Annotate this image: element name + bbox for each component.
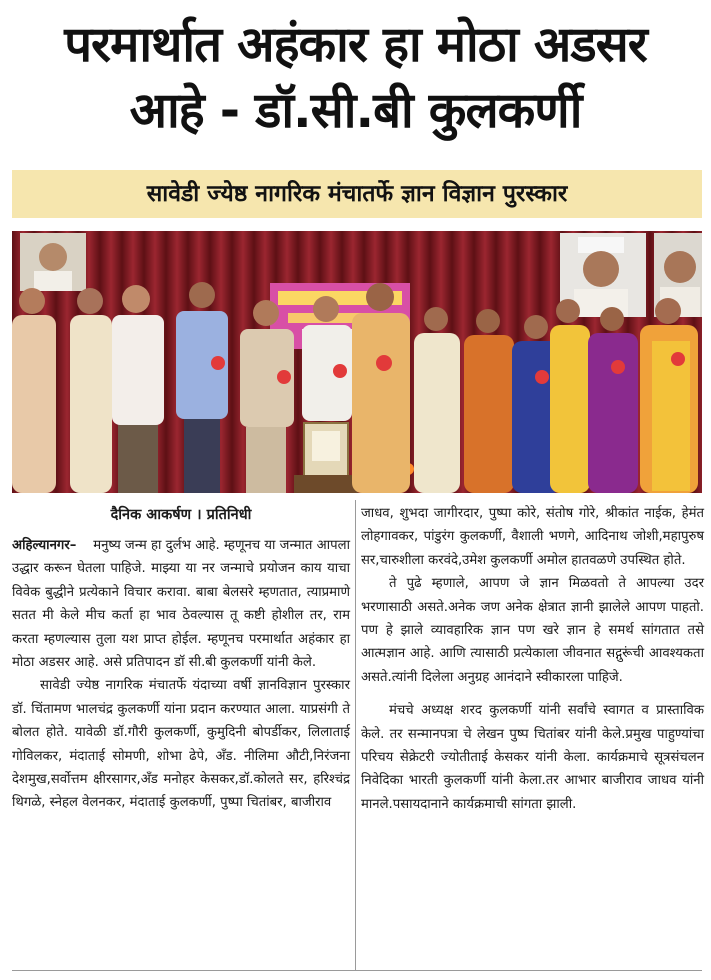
paragraph-3: जाधव, शुभदा जागीरदार, पुष्पा कोरे, संतोष गोरे, श्रीकांत नाईक, हेमंत लोहगावकर, पांडुरंग कुलकर्णी, वैशाली भणगे, आदिनाथ जोशी,महापुरुष सर,चारुशीला करवंदे,उमेश कुलकर्णी अमोल हातवळणे उपस्थित होते. [361,506,704,568]
group-photo [12,231,702,493]
column-divider [355,500,356,970]
paragraph-5: मंचचे अध्यक्ष शरद कुलकर्णी यांनी सर्वांचे स्वागत व प्रास्ताविक केले. तर सन्मानपत्रा चे लेखन पुष्प चितांबर यांनी केले.प्रमुख पाहुण्यांचा परिचय सेक्रेटरी ज्योतीताई केसकर यांनी केला. कार्यक्रमाचे सूत्रसंचलन निवेदिका भारती कुलकर्णी यांनी केला.तर आभार बाजीराव जाधव यांनी मानले.पसायदानाने कार्यक्रमाची सांगता झाली. [361,703,704,812]
portrait-left [20,233,86,291]
award-memento [294,423,358,493]
bottom-rule [12,970,702,971]
paragraph-1-text: मनुष्य जन्म हा दुर्लभ आहे. म्हणूनच या जन्मात आपला उद्धार करून घेतला पाहिजे. माझ्या या नर जन्माचे प्रयोजन काय याचा विवेक बुद्धीने प्रत्येकाने विचार करावा. बाबा बेलसरे म्हणतात, त्याप्रमाणे सतत मी केले मीच कर्ता हा भाव ठेवल्यास तू कष्टी होशील तर, राम करता म्हणल्यास तुला यश प्राप्त होईल. म्हणूनच परमार्थात अहंकार हा मोठा अडसर आहे. असे प्रतिपादन डॉ सी.बी कुलकर्णी यांनी केले. [12,538,350,671]
paragraph-4: ते पुढे म्हणाले, आपण जे ज्ञान मिळवतो ते आपल्या उदर भरणासाठी असते.अनेक जण अनेक क्षेत्रात ज्ञानी झालेले आपण पाहतो. पण हे झाले व्यावहारिक ज्ञान पण खरे ज्ञान हे समर्थ सांगतात तसे आत्मज्ञान आहे. आणि त्यासाठी प्रत्येकाला जीवनात सद्गुरूंची आवश्यकता असते.त्यांनी दिलेला अनुग्रह आनंदाने स्वीकारला पाहिजे. [361,576,704,685]
byline: दैनिक आकर्षण । प्रतिनिधी [110,507,252,523]
paragraph-2: सावेडी ज्येष्ठ नागरिक मंचातर्फे यंदाच्या वर्षी ज्ञानविज्ञान पुरस्कार डॉ. चिंतामण भालचंद्र कुलकर्णी यांना प्रदान करण्यात आला. याप्रसंगी ते बोलत होते. यावेळी डॉ.गौरी कुलकर्णी, कुमुदिनी बोपर्डीकर, लिलाताई गोविलकर, मंदाताई सोमणी, शोभा ढेपे, अँड. नीलिमा औटी,निरंजना देशमुख,सर्वोत्तम क्षीरसागर,अँड मनोहर केसकर,डॉ.कोलते सर, हरिश्चंद्र थिगळे, स्नेहल वेलनकर, मंदाताई कुलकर्णी, पुष्पा चितांबर, बाजीराव [12,678,350,811]
headline [0,12,711,144]
paragraph-1 [12,534,350,674]
dateline: अहिल्यानगर– [12,538,77,553]
headline-line-2: आहे - डॉ.सी.बी कुलकर्णी [129,82,582,139]
headline-line-1: परमार्थात अहंकार हा मोठा अडसर [64,16,647,73]
article-column-left [12,502,350,815]
article-column-right [361,502,704,816]
subheadline: सावेडी ज्येष्ठ नागरिक मंचातर्फे ज्ञान विज्ञान पुरस्कार [12,170,702,218]
group-photo-icon [12,231,702,493]
